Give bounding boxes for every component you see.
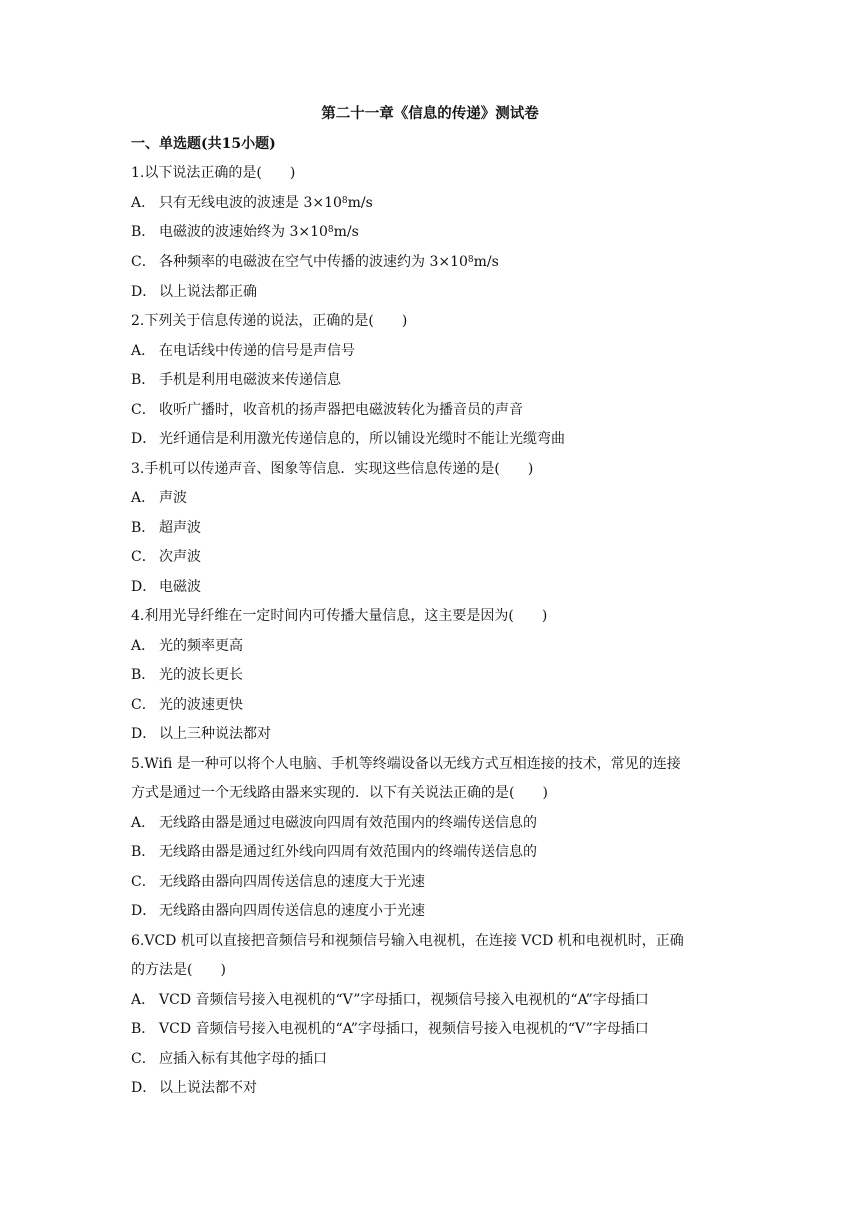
option-text: 超声波 xyxy=(159,520,201,536)
option-letter: C． xyxy=(131,549,156,565)
option-text: 无线路由器向四周传送信息的速度大于光速 xyxy=(159,874,425,890)
question-6-option-d xyxy=(131,1078,731,1098)
question-1-option-a xyxy=(131,193,731,213)
question-2-option-a xyxy=(131,341,731,361)
question-2-stem: 2.下列关于信息传递的说法，正确的是( ) xyxy=(131,313,408,329)
option-letter: D． xyxy=(131,284,157,300)
question-5-option-c xyxy=(131,872,731,892)
option-letter: A． xyxy=(131,992,156,1008)
option-text: 无线路由器是通过红外线向四周有效范围内的终端传送信息的 xyxy=(159,844,537,860)
option-unit: m/s xyxy=(333,224,359,240)
question-4-option-c xyxy=(131,695,731,715)
option-text: 光的频率更高 xyxy=(159,638,243,654)
option-letter: A． xyxy=(131,815,156,831)
option-text: 光的波速更快 xyxy=(159,697,243,713)
question-5-option-b xyxy=(131,842,731,862)
option-text: 在电话线中传递的信号是声信号 xyxy=(159,343,355,359)
question-4-stem: 4.利用光导纤维在一定时间内可传播大量信息，这主要是因为( ) xyxy=(131,608,548,624)
option-text: VCD 音频信号接入电视机的“A”字母插口，视频信号接入电视机的“V”字母插口 xyxy=(159,1021,649,1037)
question-6-stem-line-2: 的方法是( ) xyxy=(131,962,226,978)
question-6-option-b xyxy=(131,1019,731,1039)
option-text: 次声波 xyxy=(159,549,201,565)
question-4-option-a xyxy=(131,636,731,656)
question-4-option-b xyxy=(131,665,731,685)
question-1-option-d xyxy=(131,282,731,302)
question-6-option-a xyxy=(131,990,731,1010)
question-5-stem-line-2: 方式是通过一个无线路由器来实现的．以下有关说法正确的是( ) xyxy=(131,785,548,801)
question-3-stem: 3.手机可以传递声音、图象等信息．实现这些信息传递的是( ) xyxy=(131,461,534,477)
question-2-option-c xyxy=(131,400,731,420)
option-unit: m/s xyxy=(347,195,373,211)
option-letter: C． xyxy=(131,254,156,270)
option-letter: D． xyxy=(131,579,157,595)
question-1-option-b xyxy=(131,222,731,242)
option-letter: B． xyxy=(131,520,156,536)
question-4-option-d xyxy=(131,724,731,744)
option-letter: A． xyxy=(131,195,156,211)
option-letter: B． xyxy=(131,844,156,860)
question-2-option-b xyxy=(131,370,731,390)
option-letter: D． xyxy=(131,726,157,742)
question-1-stem: 1.以下说法正确的是( ) xyxy=(131,165,296,181)
question-3-option-d xyxy=(131,577,731,597)
question-5-option-d xyxy=(131,901,731,921)
option-letter: D． xyxy=(131,1080,157,1096)
superscript: 8 xyxy=(341,196,348,206)
option-text: 电磁波的波速始终为 3×10 xyxy=(159,224,328,240)
question-6-option-c xyxy=(131,1049,731,1069)
option-text: 电磁波 xyxy=(159,579,201,595)
question-3-option-a xyxy=(131,488,731,508)
option-text: 声波 xyxy=(159,490,187,506)
option-letter: B． xyxy=(131,667,156,683)
option-letter: C． xyxy=(131,402,156,418)
option-text: 以上三种说法都对 xyxy=(159,726,271,742)
option-letter: C． xyxy=(131,874,156,890)
option-letter: B． xyxy=(131,224,156,240)
option-text: 光的波长更长 xyxy=(159,667,243,683)
section-heading: 一、单选题(共15小题) xyxy=(131,136,276,152)
superscript: 8 xyxy=(467,255,474,265)
question-3-option-b xyxy=(131,518,731,538)
page-title: 第二十一章《信息的传递》测试卷 xyxy=(321,105,539,122)
option-text: 以上说法都正确 xyxy=(159,284,257,300)
option-text: 无线路由器向四周传送信息的速度小于光速 xyxy=(159,903,425,919)
option-letter: D． xyxy=(131,431,157,447)
option-letter: A． xyxy=(131,343,156,359)
option-text: VCD 音频信号接入电视机的“V”字母插口，视频信号接入电视机的“A”字母插口 xyxy=(159,992,649,1008)
option-text: 只有无线电波的波速是 3×10 xyxy=(159,195,342,211)
superscript: 8 xyxy=(327,225,334,235)
question-6-stem-line-1: 6.VCD 机可以直接把音频信号和视频信号输入电视机，在连接 VCD 机和电视机时，正确 xyxy=(131,933,684,949)
option-unit: m/s xyxy=(473,254,499,270)
option-text: 以上说法都不对 xyxy=(159,1080,257,1096)
option-letter: A． xyxy=(131,638,156,654)
option-text: 光纤通信是利用激光传递信息的，所以铺设光缆时不能让光缆弯曲 xyxy=(159,431,565,447)
question-5-option-a xyxy=(131,813,731,833)
question-1-option-c xyxy=(131,252,731,272)
question-5-stem-line-1: 5.Wifi 是一种可以将个人电脑、手机等终端设备以无线方式互相连接的技术，常见的连接 xyxy=(131,756,681,772)
option-letter: B． xyxy=(131,372,156,388)
option-letter: B． xyxy=(131,1021,156,1037)
option-text: 应插入标有其他字母的插口 xyxy=(159,1051,327,1067)
option-letter: C． xyxy=(131,1051,156,1067)
question-3-option-c xyxy=(131,547,731,567)
option-text: 收听广播时，收音机的扬声器把电磁波转化为播音员的声音 xyxy=(159,402,523,418)
option-text: 手机是利用电磁波来传递信息 xyxy=(159,372,341,388)
option-text: 各种频率的电磁波在空气中传播的波速约为 3×10 xyxy=(159,254,468,270)
option-letter: C． xyxy=(131,697,156,713)
question-2-option-d xyxy=(131,429,731,449)
option-letter: D． xyxy=(131,903,157,919)
option-text: 无线路由器是通过电磁波向四周有效范围内的终端传送信息的 xyxy=(159,815,537,831)
option-letter: A． xyxy=(131,490,156,506)
